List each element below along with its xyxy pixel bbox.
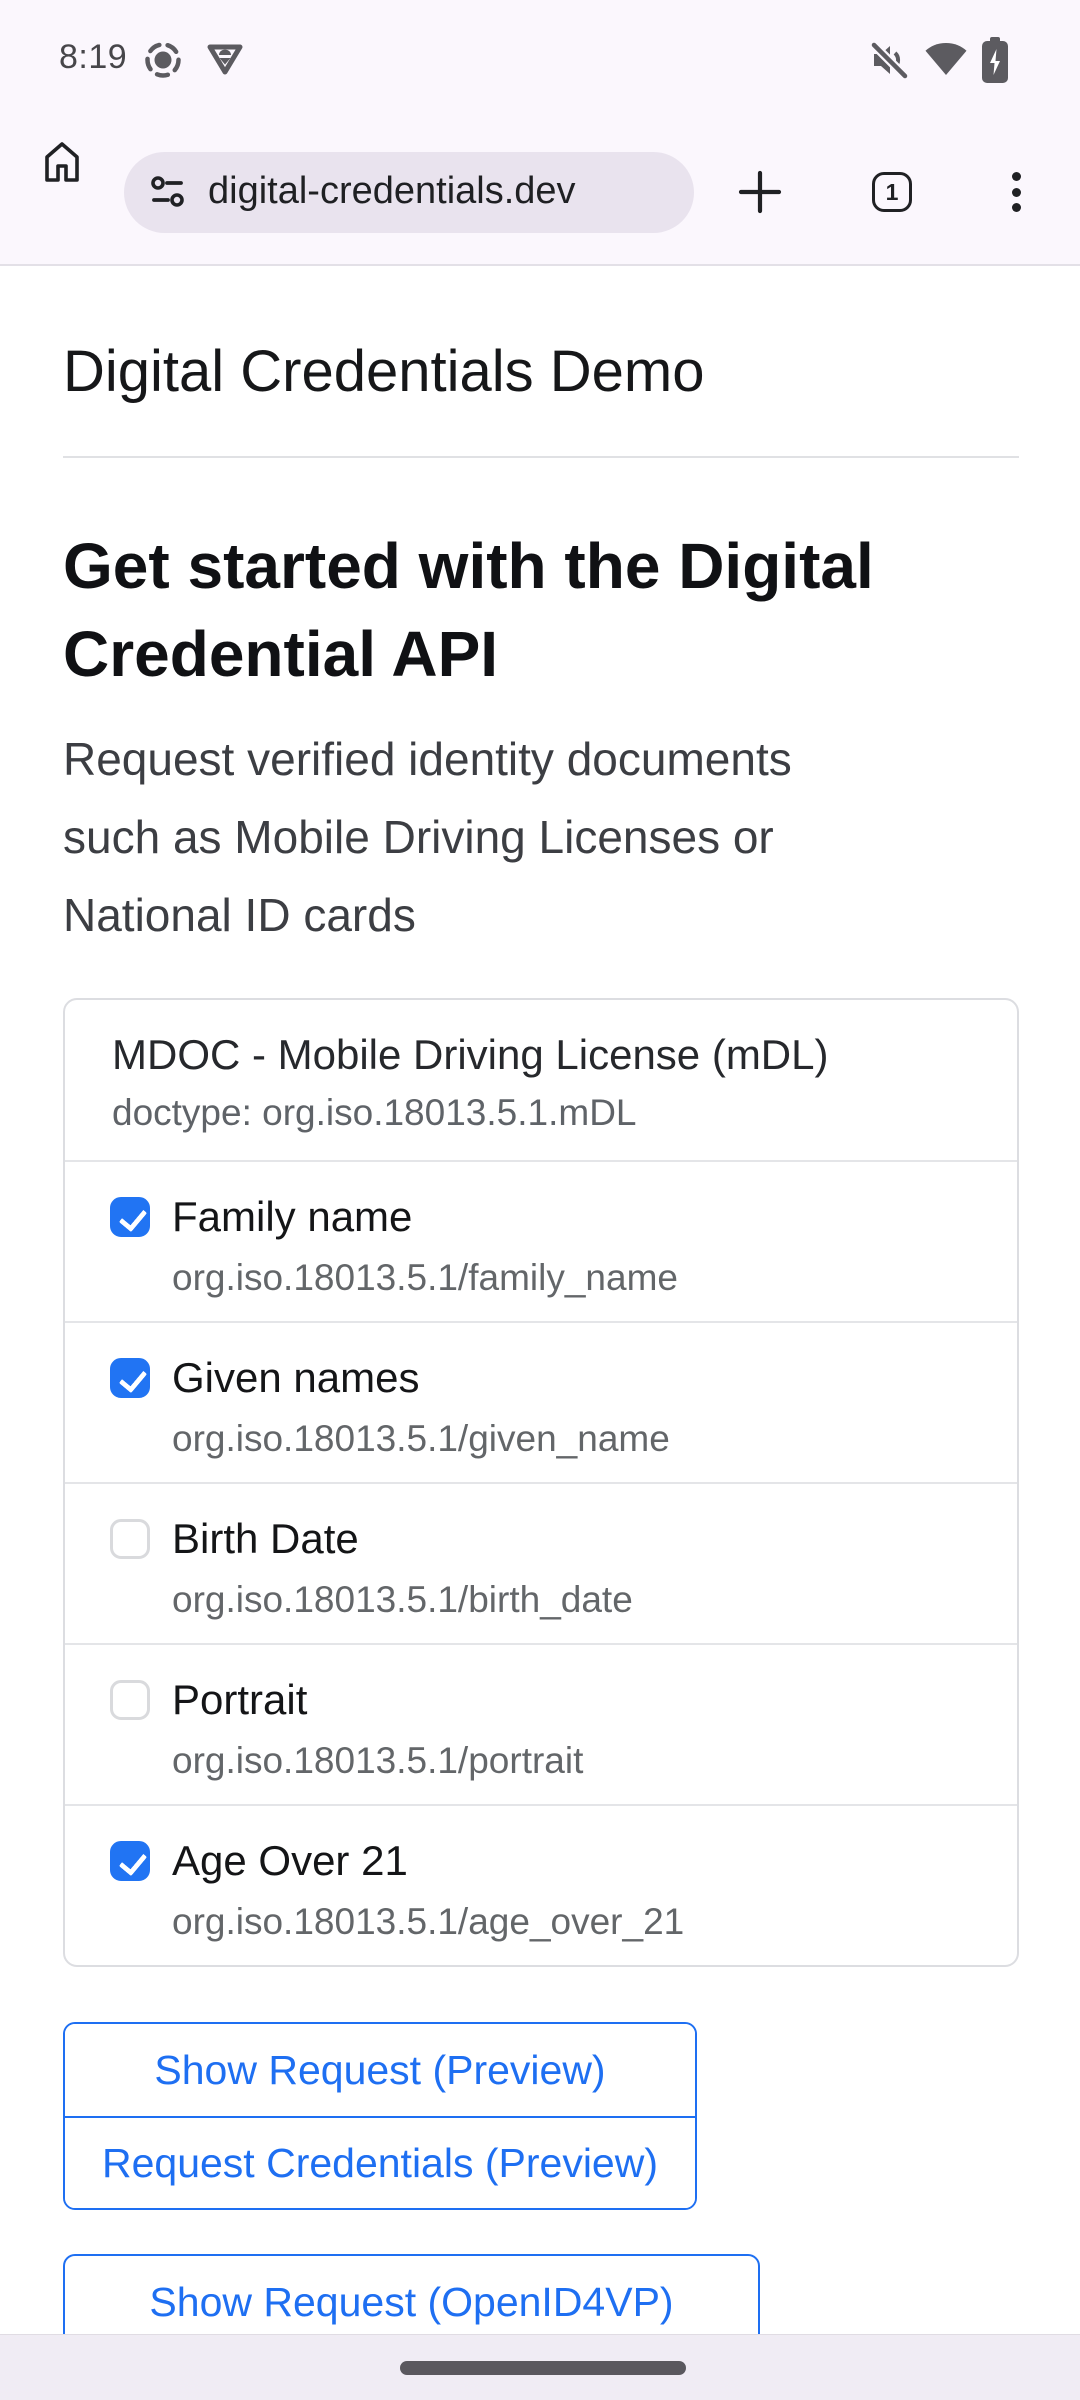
checkbox-portrait[interactable] [110,1680,150,1720]
browser-toolbar [0,110,1080,266]
url-bar[interactable] [124,152,694,233]
preview-button-group [63,2022,697,2210]
home-button[interactable] [36,136,88,188]
checkbox-birth-date[interactable] [110,1519,150,1559]
status-time: 8:19 [59,38,128,76]
field-row-age-over-21[interactable]: Age Over 21 org.iso.18013.5.1/age_over_21 [65,1804,1017,1965]
field-row-given-names[interactable]: Given names org.iso.18013.5.1/given_name [65,1321,1017,1482]
card-doctype: doctype: org.iso.18013.5.1.mDL [112,1092,637,1133]
page-title: Digital Credentials Demo [63,339,705,404]
mdl-credential-card [63,998,1019,1967]
subtitle: Request verified identity documents such as Mobile Driving Licenses or National ID cards [63,733,792,941]
checkbox-family-name[interactable] [110,1197,150,1237]
card-title: MDOC - Mobile Driving License (mDL) [112,1031,829,1078]
divider [63,456,1019,458]
menu-kebab-icon[interactable] [1006,170,1026,214]
wifi-icon [924,41,968,82]
battery-charging-icon [981,37,1009,88]
site-settings-icon[interactable] [150,175,188,214]
new-tab-icon[interactable] [738,170,782,214]
request-credentials-preview-button[interactable]: Request Credentials (Preview) [65,2116,695,2208]
show-request-openid4vp-button[interactable]: Show Request (OpenID4VP) [63,2254,760,2364]
card-header [65,1000,1017,1160]
tab-switcher-button[interactable] [872,172,912,212]
show-request-preview-button[interactable]: Show Request (Preview) [65,2024,695,2116]
field-row-birth-date[interactable]: Birth Date org.iso.18013.5.1/birth_date [65,1482,1017,1643]
field-row-portrait[interactable]: Portrait org.iso.18013.5.1/portrait [65,1643,1017,1804]
checkbox-age-over-21[interactable] [110,1841,150,1881]
checkbox-given-names[interactable] [110,1358,150,1398]
browser-chrome [0,0,1080,266]
url-text: digital-credentials.dev [208,170,576,212]
notifications-muted-icon [869,39,911,86]
status-bar [0,0,1080,110]
android-shield-icon [203,38,247,87]
screen-record-icon [140,37,186,88]
field-row-family-name[interactable]: Family name org.iso.18013.5.1/family_name [65,1160,1017,1321]
web-content [0,266,1080,2364]
tab-count: 1 [885,178,899,205]
main-heading: Get started with the Digital Credential API [63,530,874,690]
system-navbar [0,2334,1080,2400]
gesture-handle[interactable] [400,2361,686,2375]
